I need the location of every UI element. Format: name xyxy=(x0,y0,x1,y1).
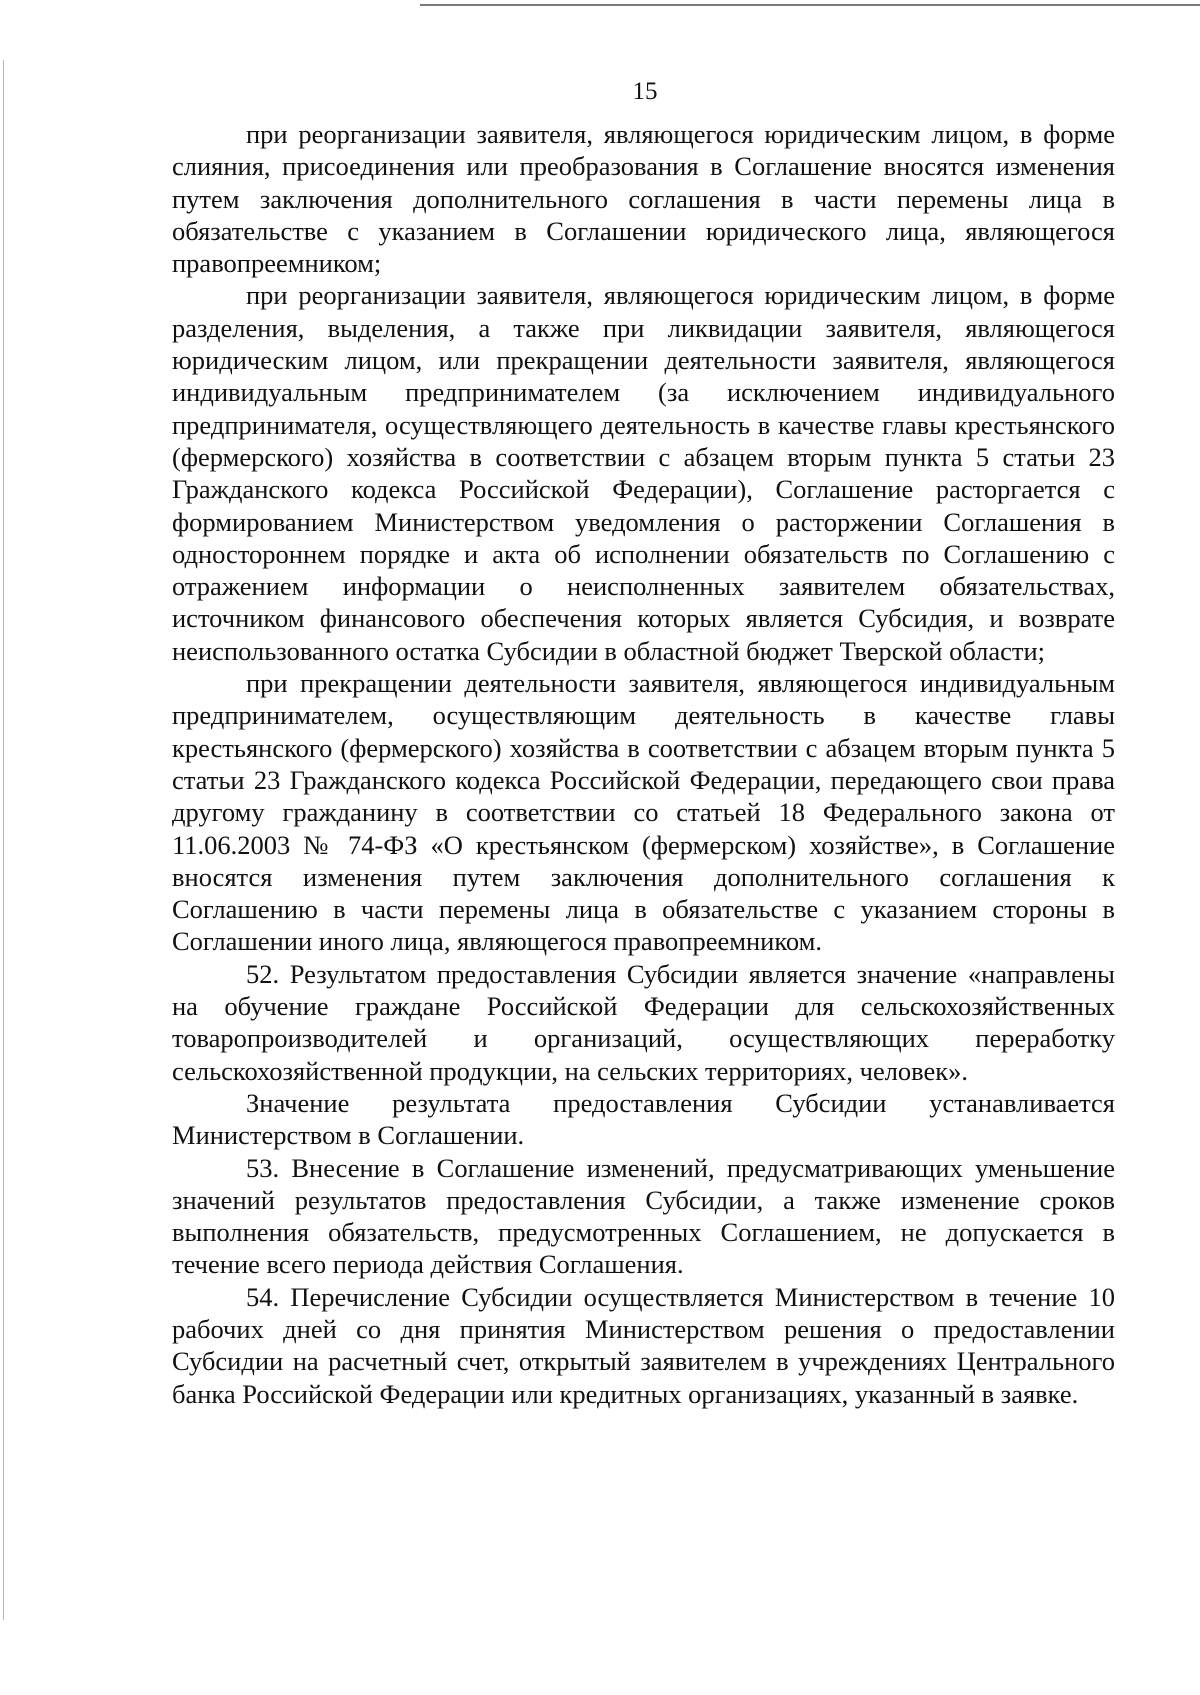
paragraph-52-result: 52. Результатом предоставления Субсидии является значение «направлены на обучение граждане Российской Федерации для сельскохозяйственных товаропроизводителей и организаций, осуществляющих переработку сельскохозяйственной продукции, на сельских территориях, человек». xyxy=(172,958,1115,1086)
paragraph-reorganization-division: при реорганизации заявителя, являющегося юридическим лицом, в форме разделения, выделения, а также при ликвидации заявителя, являющегося юридическим лицом, или прекращении деятельности заявителя, являющегося индивидуальным предпринимателем (за исключением индивидуального предпринимателя, осуществляющего деятельность в качестве главы крестьянского (фермерского) хозяйства в соответствии с абзацем вторым пункта 5 статьи 23 Гражданского кодекса Российской Федерации), Соглашение расторгается с формированием Министерством уведомления о расторжении Соглашения в одностороннем порядке и акта об исполнении обязательств по Соглашению с отражением информации о неисполненных заявителем обязательствах, источником финансового обеспечения которых является Субсидия, и возврате неиспользованного остатка Субсидии в областной бюджет Тверской области; xyxy=(172,280,1115,666)
paragraph-54-transfer: 54. Перечисление Субсидии осуществляется Министерством в течение 10 рабочих дней со дня принятия Министерством решения о предоставлении Субсидии на расчетный счет, открытый заявителем в учреждениях Центрального банка Российской Федерации или кредитных организациях, указанный в заявке. xyxy=(172,1281,1115,1409)
paragraph-53-changes: 53. Внесение в Соглашение изменений, предусматривающих уменьшение значений результатов предоставления Субсидии, а также изменение сроков выполнения обязательств, предусмотренных Соглашением, не допускается в течение всего периода действия Соглашения. xyxy=(172,1152,1115,1280)
paragraph-reorganization-merger: при реорганизации заявителя, являющегося юридическим лицом, в форме слияния, присоединения или преобразования в Соглашение вносятся изменения путем заключения дополнительного соглашения в части перемены лица в обязательстве с указанием в Соглашении юридического лица, являющегося правопреемником; xyxy=(172,119,1115,279)
document-body xyxy=(172,118,1115,1410)
scan-edge-top xyxy=(420,4,1200,6)
page-number: 15 xyxy=(632,78,658,105)
paragraph-result-value: Значение результата предоставления Субсидии устанавливается Министерством в Соглашении. xyxy=(172,1087,1115,1151)
paragraph-termination-farm: при прекращении деятельности заявителя, являющегося индивидуальным предпринимателем, осуществляющим деятельность в качестве главы крестьянского (фермерского) хозяйства в соответствии с абзацем вторым пункта 5 статьи 23 Гражданского кодекса Российской Федерации, передающего свои права другому гражданину в соответствии со статьей 18 Федерального закона от 11.06.2003 № 74-ФЗ «О крестьянском (фермерском) хозяйстве», в Соглашение вносятся изменения путем заключения дополнительного соглашения к Соглашению в части перемены лица в обязательстве с указанием стороны в Соглашении иного лица, являющегося правопреемником. xyxy=(172,668,1115,957)
scan-edge-left xyxy=(3,60,4,1620)
